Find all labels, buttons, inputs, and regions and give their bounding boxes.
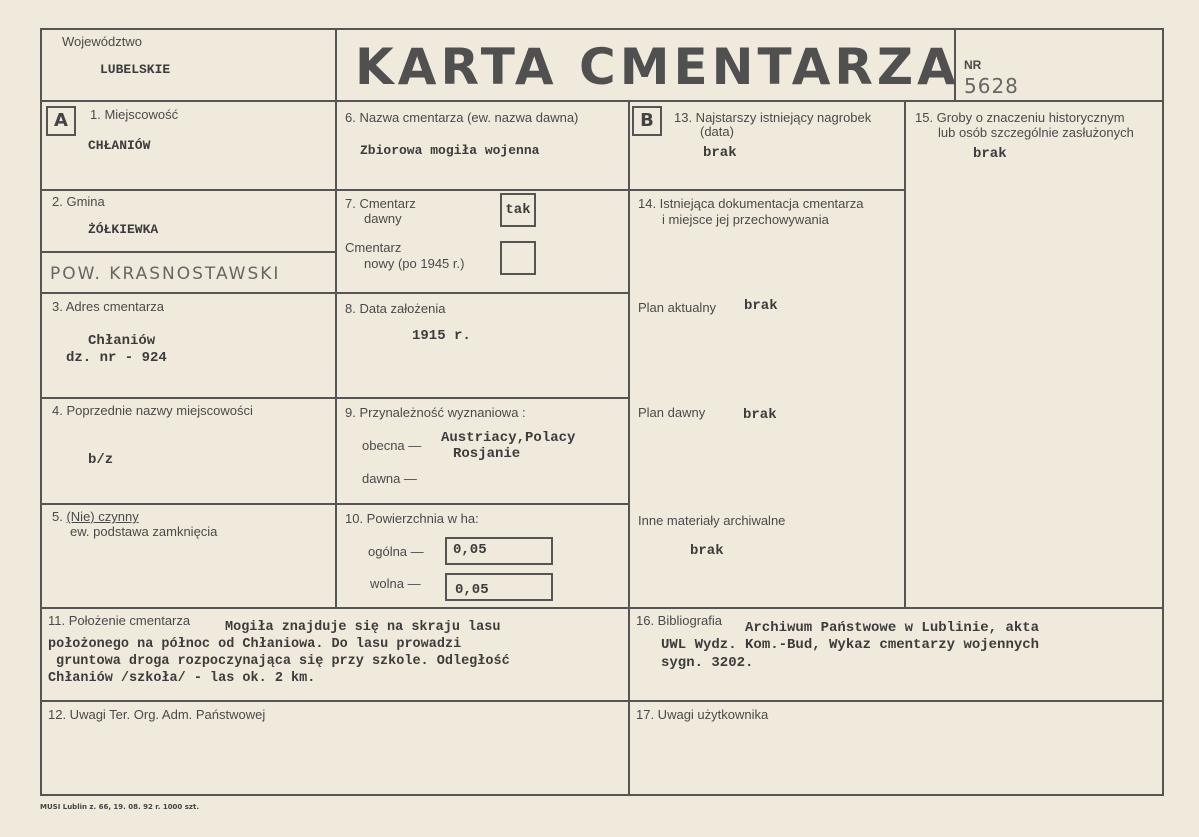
f10-ogolna-value: 0,05: [453, 542, 487, 558]
f2-pow-handwritten: POW. KRASNOSTAWSKI: [50, 264, 281, 284]
wojewodztwo-value: LUBELSKIE: [100, 62, 171, 77]
f14-plan-aktualny-value: brak: [744, 298, 778, 314]
f4-label: 4. Poprzednie nazwy miejscowości: [52, 403, 253, 418]
row-divider-2: [40, 292, 630, 294]
f16-line3: sygn. 3202.: [661, 655, 754, 671]
f7-dawny-value: tak: [505, 202, 531, 218]
f10-ogolna-box: [445, 537, 553, 565]
nr-label: NR: [964, 58, 982, 72]
f7-label1: 7. Cmentarz: [345, 196, 416, 211]
f5-nie: (Nie): [66, 509, 95, 524]
f13-label1: 13. Najstarszy istniejący nagrobek: [674, 110, 872, 125]
f8-label: 8. Data założenia: [345, 301, 446, 316]
f2-value: ŻÓŁKIEWKA: [88, 222, 159, 237]
f1-value: CHŁANIÓW: [88, 138, 151, 153]
f17-label: 17. Uwagi użytkownika: [636, 707, 769, 722]
header-divider: [40, 100, 1164, 102]
column-divider-3: [904, 100, 906, 608]
f3-line1: Chłaniów: [88, 333, 156, 349]
f14-inne-label: Inne materiały archiwalne: [638, 513, 786, 528]
f14-plan-dawny-label: Plan dawny: [638, 405, 706, 420]
f5-label-line1: [52, 509, 139, 524]
f5-czynny: czynny: [94, 509, 139, 524]
section-b-marker: B: [632, 106, 662, 136]
column-divider-2: [628, 100, 630, 796]
row-divider-b1: [630, 189, 906, 191]
f2-label: 2. Gmina: [52, 194, 105, 209]
f11-line1: Mogiła znajduje się na skraju lasu: [225, 620, 501, 635]
f16-label: 16. Bibliografia: [636, 613, 722, 628]
f9-obecna-label: obecna —: [362, 438, 422, 453]
f7-label2: dawny: [364, 211, 402, 226]
f9-dawna-label: dawna —: [362, 471, 417, 486]
f12-label: 12. Uwagi Ter. Org. Adm. Państwowej: [48, 707, 266, 722]
f14-inne-value: brak: [690, 543, 724, 559]
row-divider-4: [40, 503, 630, 505]
f10-wolna-value: 0,05: [455, 582, 489, 598]
f13-value: brak: [703, 145, 737, 161]
f3-label: 3. Adres cmentarza: [52, 299, 164, 314]
wojewodztwo-label: Województwo: [62, 34, 142, 49]
f3-line2: dz. nr - 924: [66, 350, 167, 366]
nr-value: 5628: [964, 74, 1019, 98]
card-title: KARTA CMENTARZA: [355, 38, 960, 96]
f10-ogolna-label: ogólna —: [368, 544, 424, 559]
f9-obecna-line1: Austriacy,Polacy: [441, 430, 576, 446]
f14-plan-dawny-value: brak: [743, 407, 777, 423]
f5-number: 5.: [52, 509, 67, 524]
f8-value: 1915 r.: [412, 328, 471, 344]
f7-nowy-box: [500, 241, 536, 275]
row-divider-gmina: [40, 251, 336, 253]
f13-label2: (data): [700, 124, 734, 139]
f11-line3: gruntowa droga rozpoczynająca się przy szkole. Odległość: [56, 654, 510, 669]
f7-label4: nowy (po 1945 r.): [364, 256, 465, 271]
f11-label: 11. Położenie cmentarza: [48, 613, 191, 628]
row-divider-3: [40, 397, 630, 399]
row-divider-6: [40, 700, 1164, 702]
row-divider-1: [40, 189, 630, 191]
f14-label2: i miejsce jej przechowywania: [662, 212, 829, 227]
print-footer: MUSI Lublin z. 66, 19. 08. 92 r. 1000 szt.: [40, 803, 199, 811]
f16-line2: UWL Wydz. Kom.-Bud, Wykaz cmentarzy wojennych: [661, 637, 1040, 653]
section-a-marker: A: [46, 106, 76, 136]
f1-label: 1. Miejscowość: [90, 107, 179, 122]
f15-value: brak: [973, 146, 1007, 162]
row-divider-5: [40, 607, 1164, 609]
f11-line4: Chłaniów /szkoła/ - las ok. 2 km.: [48, 671, 316, 686]
f5-label-line2: ew. podstawa zamknięcia: [70, 524, 218, 539]
f14-plan-aktualny-label: Plan aktualny: [638, 300, 717, 315]
f7-dawny-box: [500, 193, 536, 227]
column-divider-1: [335, 28, 337, 608]
f6-value: Zbiorowa mogiła wojenna: [360, 143, 540, 158]
f6-label: 6. Nazwa cmentarza (ew. nazwa dawna): [345, 110, 579, 125]
f9-label: 9. Przynależność wyznaniowa :: [345, 405, 526, 420]
f10-wolna-label: wolna —: [370, 576, 421, 591]
f14-label1: 14. Istniejąca dokumentacja cmentarza: [638, 196, 864, 211]
f4-value: b/z: [88, 452, 114, 468]
f16-line1: Archiwum Państwowe w Lublinie, akta: [745, 620, 1040, 636]
f11-line2: położonego na północ od Chłaniowa. Do lasu prowadzi: [48, 637, 462, 652]
f7-label3: Cmentarz: [345, 240, 402, 255]
f10-label: 10. Powierzchnia w ha:: [345, 511, 479, 526]
f9-obecna-line2: Rosjanie: [453, 446, 521, 462]
f15-label2: lub osób szczególnie zasłużonych: [938, 125, 1134, 140]
f10-wolna-box: [445, 573, 553, 601]
f15-label1: 15. Groby o znaczeniu historycznym: [915, 110, 1125, 125]
